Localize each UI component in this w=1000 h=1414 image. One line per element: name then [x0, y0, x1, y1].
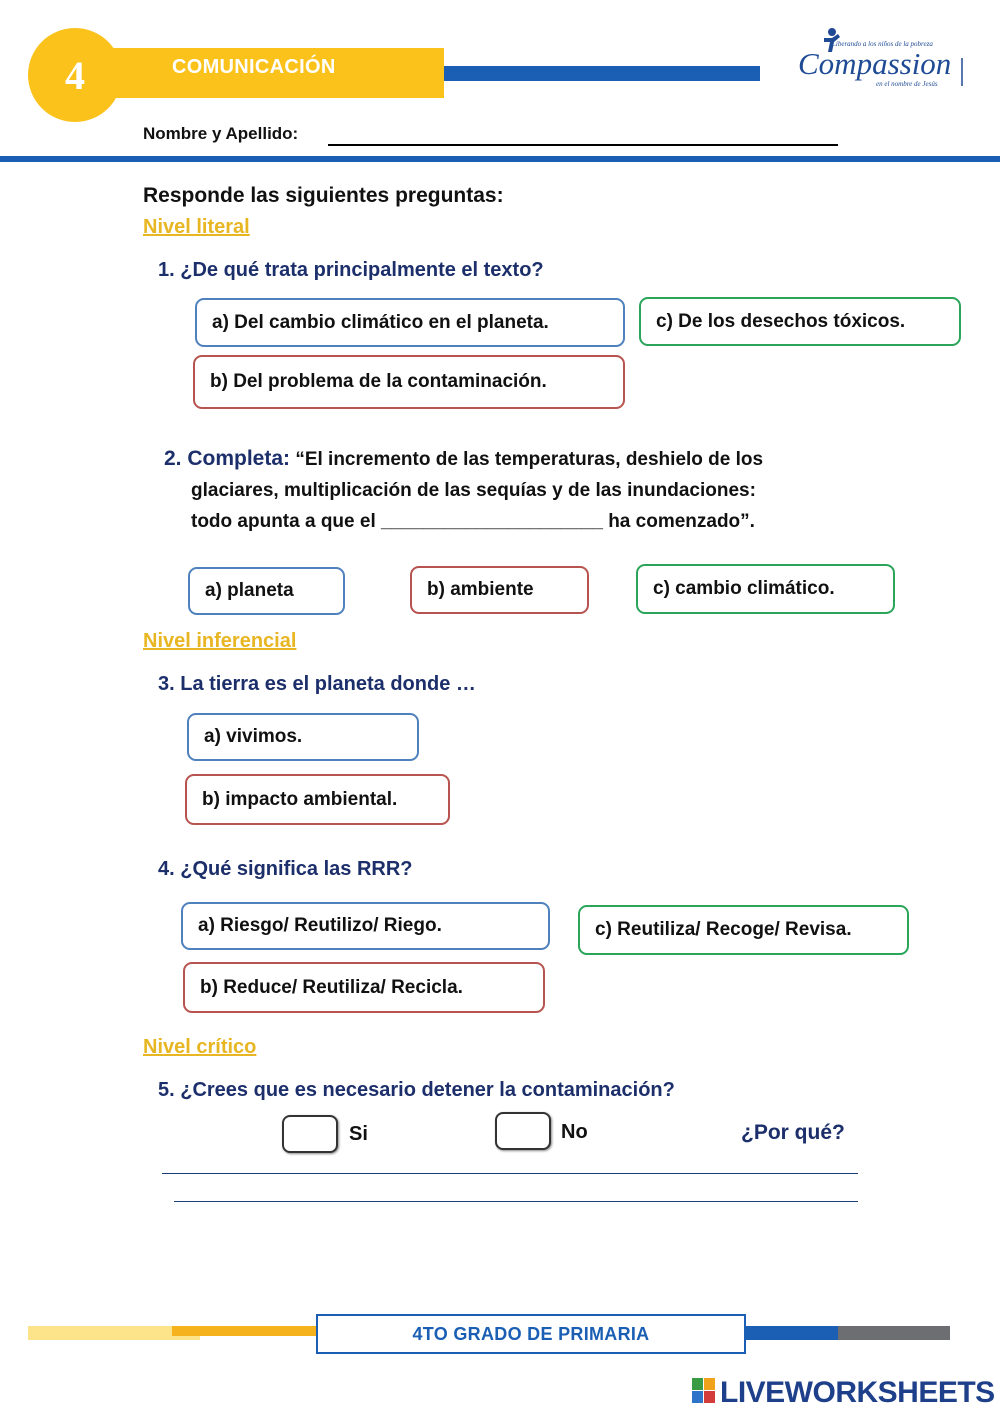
logo-subline: en el nombre de Jesús: [876, 80, 938, 88]
q4-option-a[interactable]: a) Riesgo/ Reutilizo/ Riego.: [181, 902, 550, 950]
grade-footer-label: 4TO GRADO DE PRIMARIA: [316, 1314, 746, 1354]
question-5: 5. ¿Crees que es necesario detener la contaminación?: [158, 1079, 675, 1101]
q1-option-b[interactable]: b) Del problema de la contaminación.: [193, 355, 625, 409]
question-2-line-3: todo apunta a que el _____________________ ha comenzado”.: [191, 511, 755, 532]
level-critical: Nivel crítico: [143, 1036, 257, 1058]
question-2: [164, 443, 858, 537]
level-literal: Nivel literal: [143, 216, 250, 238]
answer-line-1[interactable]: [162, 1173, 858, 1174]
q2-option-b[interactable]: b) ambiente: [410, 566, 589, 614]
logo-tagline: Liberando a los niños de la pobreza: [832, 40, 933, 48]
footer-stripe-gray: [838, 1326, 950, 1340]
question-3: 3. La tierra es el planeta donde …: [158, 673, 476, 695]
question-2-lead: 2. Completa:: [164, 447, 291, 470]
yes-checkbox[interactable]: [282, 1115, 338, 1153]
q4-option-c[interactable]: c) Reutiliza/ Recoge/ Revisa.: [578, 905, 909, 955]
q1-option-a[interactable]: a) Del cambio climático en el planeta.: [195, 298, 625, 347]
answer-line-2[interactable]: [174, 1201, 858, 1202]
question-2-line-1: “El incremento de las temperaturas, deshielo de los: [295, 449, 764, 470]
instructions: Responde las siguientes preguntas:: [143, 184, 504, 207]
no-label: No: [561, 1121, 588, 1143]
question-2-line-2: glaciares, multiplicación de las sequías y de las inundaciones:: [191, 480, 756, 501]
question-4: 4. ¿Qué significa las RRR?: [158, 858, 413, 880]
yes-label: Si: [349, 1123, 368, 1145]
name-label: Nombre y Apellido:: [143, 124, 299, 143]
name-input-line[interactable]: [328, 144, 838, 146]
q1-option-c[interactable]: c) De los desechos tóxicos.: [639, 297, 961, 346]
liveworksheets-brand: LIVEWORKSHEETS: [720, 1376, 995, 1409]
header-accent-bar: [444, 66, 760, 81]
q3-option-b[interactable]: b) impacto ambiental.: [185, 774, 450, 825]
subject-title: COMUNICACIÓN: [172, 56, 336, 78]
q4-option-b[interactable]: b) Reduce/ Reutiliza/ Recicla.: [183, 962, 545, 1013]
footer-stripe-yellow: [172, 1326, 317, 1336]
logo-wordmark: Compassion: [798, 46, 952, 81]
q2-option-a[interactable]: a) planeta: [188, 567, 345, 615]
question-1: 1. ¿De qué trata principalmente el texto?: [158, 259, 544, 281]
q3-option-a[interactable]: a) vivimos.: [187, 713, 419, 761]
why-label: ¿Por qué?: [741, 1121, 845, 1144]
no-checkbox[interactable]: [495, 1112, 551, 1150]
liveworksheets-logo-icon: [692, 1378, 716, 1404]
footer-stripe-blue: [746, 1326, 840, 1340]
q2-option-c[interactable]: c) cambio climático.: [636, 564, 895, 614]
grade-badge: 4: [28, 28, 122, 122]
header-divider: [0, 156, 1000, 162]
level-inferential: Nivel inferencial: [143, 630, 297, 652]
